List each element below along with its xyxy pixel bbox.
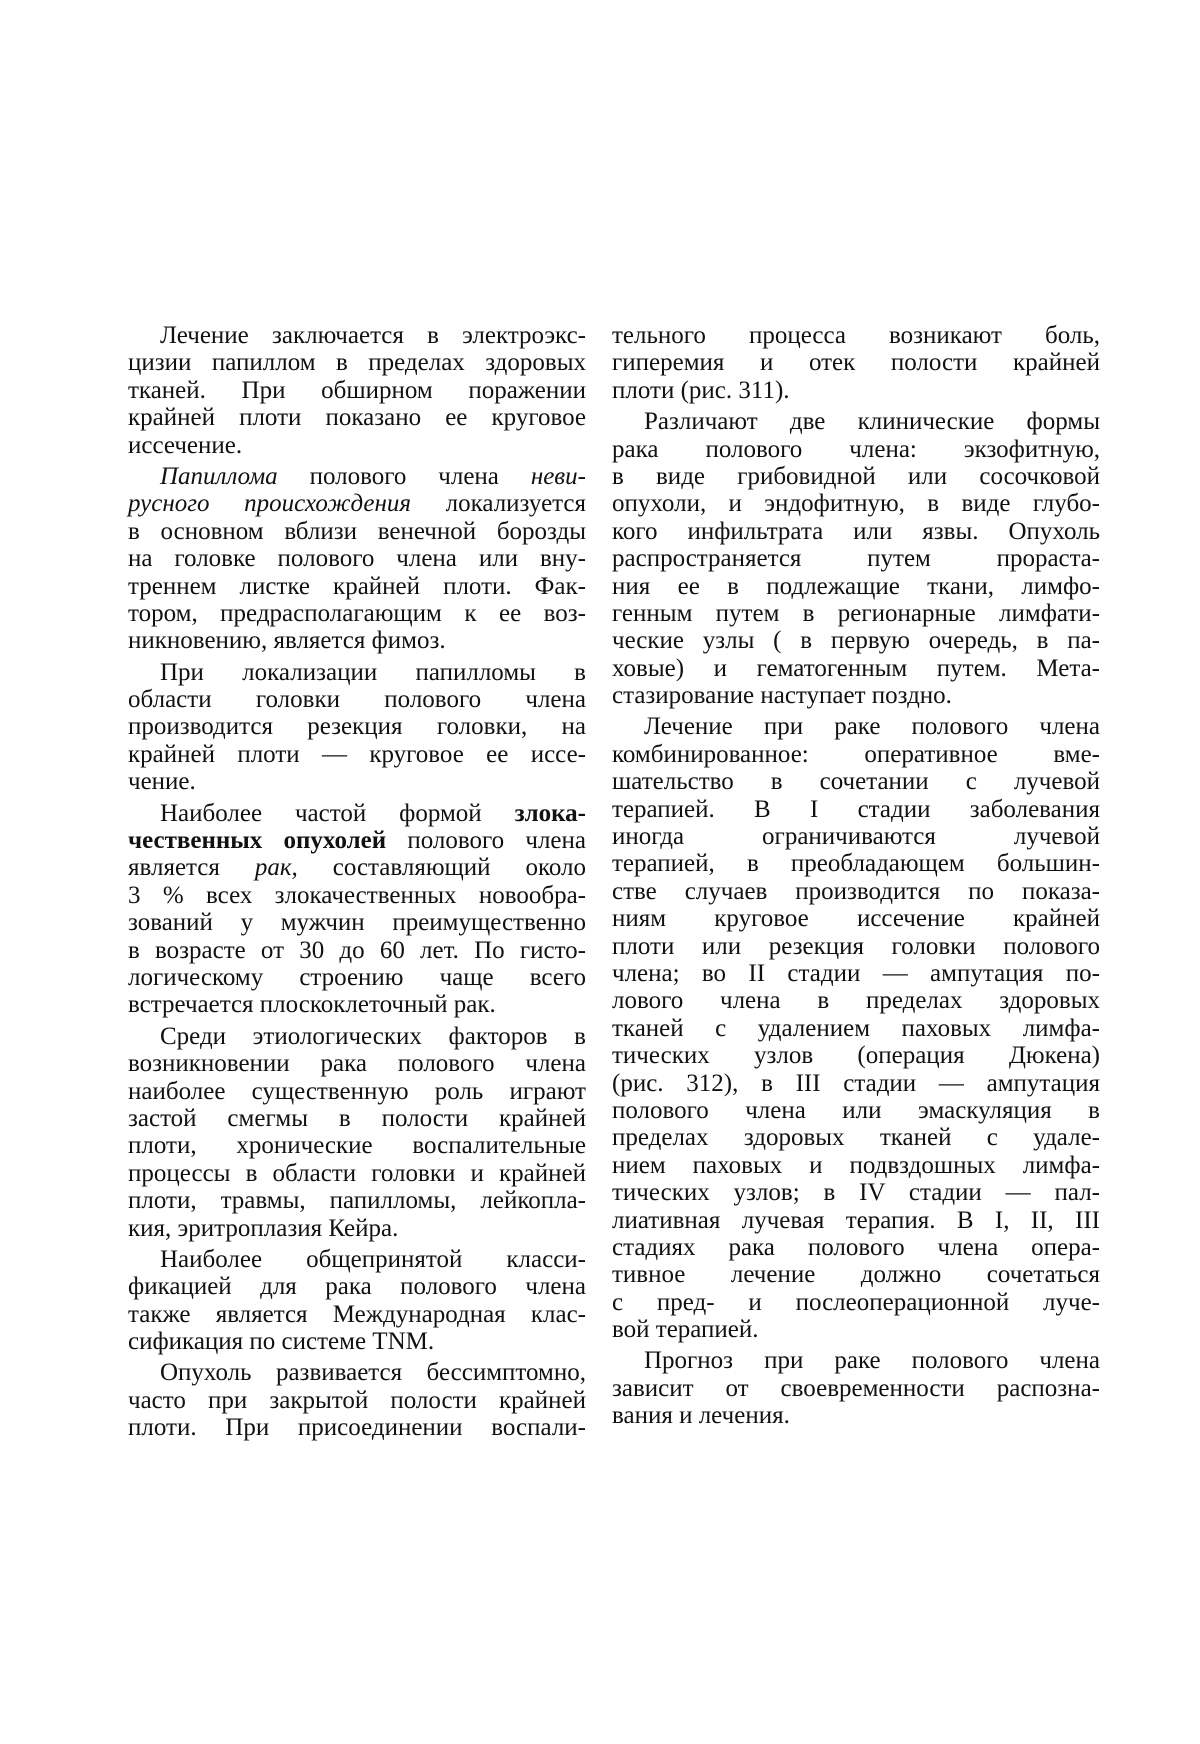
text-run: полового члена: [386, 827, 586, 855]
italic-term: рак,: [254, 854, 298, 882]
text-line: плоти. При присоединении воспали-: [128, 1414, 586, 1442]
text-line: часто при закрытой полости крайней: [128, 1386, 586, 1414]
text-line: зависит от своевременности распозна-: [612, 1374, 1100, 1402]
text-line: логическому строению чаще всего: [128, 963, 586, 991]
paragraph: [612, 322, 1100, 404]
text-line: комбинированное: оперативное вме-: [612, 740, 1100, 768]
text-run: составляющий около: [297, 854, 586, 882]
text-line: кого инфильтрата или язвы. Опухоль: [612, 517, 1100, 545]
text-line: вой терапией.: [612, 1316, 759, 1344]
text-line: иногда ограничиваются лучевой: [612, 823, 1100, 851]
paragraph: [128, 1359, 586, 1441]
text-line: застой смегмы в полости крайней: [128, 1104, 586, 1132]
text-line: сификация по системе TNM.: [128, 1328, 435, 1356]
text-line: фикацией для рака полового члена: [128, 1273, 586, 1301]
text-line: встречается плоскоклеточный рак.: [128, 991, 496, 1019]
text-line: на головке полового члена или вну-: [128, 545, 586, 573]
italic-term: русного происхождения: [128, 490, 412, 518]
text-run: является: [128, 854, 255, 882]
text-line: тельного процесса возникают боль,: [612, 322, 1100, 349]
text-line: Среди этиологических факторов в: [160, 1022, 586, 1050]
text-line: Лечение при раке полового члена: [644, 713, 1100, 741]
text-line: 3 % всех злокачественных новообра-: [128, 881, 586, 909]
text-run: полового члена: [277, 462, 531, 490]
text-line: лиативная лучевая терапия. В I, II, III: [612, 1206, 1100, 1234]
text-line: тических узлов; в IV стадии — пал-: [612, 1179, 1100, 1207]
paragraph: [128, 322, 586, 459]
text-line: нием паховых и подвздошных лимфа-: [612, 1151, 1100, 1179]
text-line: ниям круговое иссечение крайней: [612, 905, 1100, 933]
text-line: в виде грибовидной или сосочковой: [612, 462, 1100, 490]
text-line: При локализации папилломы в: [160, 658, 586, 686]
bold-term: чественных опухолей: [128, 827, 387, 855]
text-line: плоти, травмы, папилломы, лейкопла-: [128, 1187, 586, 1215]
text-line: лового члена в пределах здоровых: [612, 987, 1100, 1015]
text-line: [128, 490, 586, 517]
text-line: пределах здоровых тканей с удале-: [612, 1124, 1100, 1152]
text-line: наиболее существенную роль играют: [128, 1077, 586, 1105]
text-line: плоти (рис. 311).: [612, 376, 790, 404]
text-line: чение.: [128, 768, 196, 796]
text-line: плоти, хронические воспалительные: [128, 1132, 586, 1160]
text-line: терапией, в преобладающем большин-: [612, 850, 1100, 878]
text-line: стазирование наступает поздно.: [612, 682, 952, 710]
text-line: тических узлов (операция Дюкена): [612, 1042, 1100, 1070]
paragraph: [128, 463, 586, 655]
text-line: зований у мужчин преимущественно: [128, 909, 586, 937]
text-line: процессы в области головки и крайней: [128, 1159, 586, 1187]
text-line: рака полового члена: экзофитную,: [612, 435, 1100, 463]
paragraph: [128, 1246, 586, 1356]
paragraph: [612, 713, 1100, 1343]
text-line: крайней плоти — круговое ее иссе-: [128, 740, 586, 768]
text-line: крайней плоти показано ее круговое: [128, 404, 586, 432]
text-run: Наиболее частой формой: [160, 799, 515, 827]
text-line: в возрасте от 30 до 60 лет. По гисто-: [128, 936, 586, 964]
text-line: распространяется путем прорастa-: [612, 545, 1100, 573]
text-line: плоти или резекция головки полового: [612, 932, 1100, 960]
text-line: опухоли, и эндофитную, в виде глубо-: [612, 490, 1100, 518]
italic-term: Папиллома: [160, 462, 278, 490]
text-line: Наиболее общепринятой класси-: [160, 1245, 586, 1273]
italic-term: невu-: [530, 462, 586, 490]
text-line: Опухоль развивается бессимптомно,: [160, 1359, 586, 1387]
text-line: (рис. 312), в III стадии — ампутация: [612, 1069, 1100, 1097]
text-line: члена; во II стадии — ампутация по-: [612, 959, 1100, 987]
text-line: Различают две клинические формы: [644, 408, 1100, 436]
text-line: [128, 800, 586, 827]
text-line: полового члена или эмаскуляция в: [612, 1096, 1100, 1124]
paragraph: [128, 800, 586, 1019]
text-line: тканей с удалением паховых лимфа-: [612, 1014, 1100, 1042]
paragraph: [128, 1023, 586, 1242]
text-run: локализуется: [411, 490, 587, 518]
text-line: в основном вблизи венечной борозды: [128, 517, 586, 545]
text-line: никновению, является фимоз.: [128, 627, 446, 655]
text-line: треннем листке крайней плоти. Фак-: [128, 572, 586, 600]
bold-term: злока-: [514, 799, 586, 827]
text-line: тивное лечение должно сочетаться: [612, 1261, 1100, 1289]
text-line: тканей. При обширном поражении: [128, 376, 586, 404]
text-line: терапией. В I стадии заболевания: [612, 795, 1100, 823]
text-line: гиперемия и отек полости крайней: [612, 349, 1100, 377]
text-line: тором, предрасполагающим к ее воз-: [128, 599, 586, 627]
paragraph: [612, 1347, 1100, 1429]
paragraph: [612, 408, 1100, 709]
text-line: шательство в сочетании с лучевой: [612, 768, 1100, 796]
text-line: области головки полового члена: [128, 686, 586, 714]
text-line: генным путем в регионарные лимфати-: [612, 599, 1100, 627]
text-line: стадиях рака полового члена опера-: [612, 1233, 1100, 1261]
text-line: [128, 827, 586, 854]
text-line: цизии папиллом в пределах здоровых: [128, 349, 586, 377]
text-line: ческие узлы ( в первую очередь, в па-: [612, 627, 1100, 655]
text-line: возникновении рака полового члена: [128, 1050, 586, 1078]
text-line: Прогноз при раке полового члена: [644, 1347, 1100, 1375]
paragraph: [128, 659, 586, 796]
text-line: [128, 463, 586, 490]
text-line: иссечение.: [128, 431, 243, 459]
text-line: также является Международная клас-: [128, 1300, 586, 1328]
text-line: вания и лечения.: [612, 1402, 790, 1430]
text-line: кия, эритроплазия Кейра.: [128, 1214, 399, 1242]
text-line: Лечение заключается в электроэкс-: [160, 322, 586, 349]
text-line: производится резекция головки, на: [128, 713, 586, 741]
left-column: [128, 322, 586, 1442]
text-line: ховые) и гематогенным путем. Мета-: [612, 654, 1100, 682]
text-line: [128, 854, 586, 881]
text-line: ния ее в подлежащие ткани, лимфо-: [612, 572, 1100, 600]
text-line: с пред- и послеоперационной луче-: [612, 1288, 1100, 1316]
text-line: стве случаев производится по показа-: [612, 877, 1100, 905]
right-column: [612, 322, 1100, 1430]
